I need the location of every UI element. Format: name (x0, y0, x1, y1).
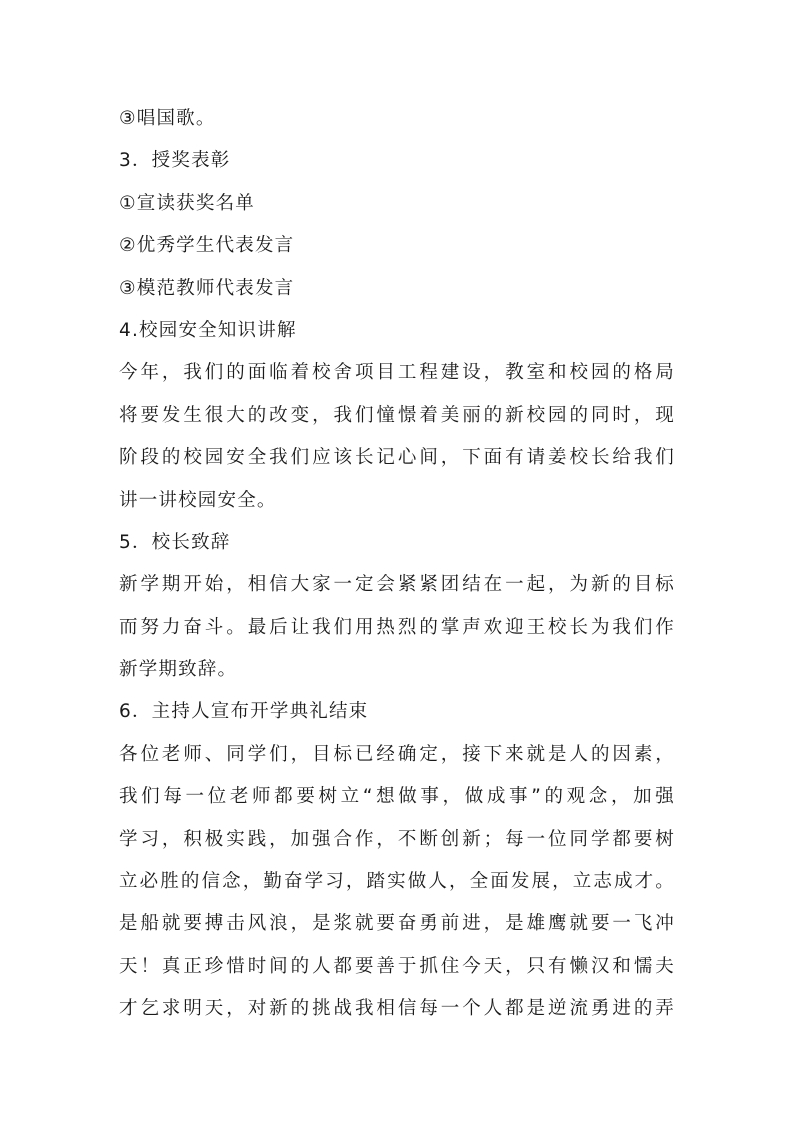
paragraph-line: 新学期致辞。 (119, 659, 238, 681)
paragraph-line: 而努力奋斗。最后让我们用热烈的掌声欢迎王校长为我们作 (119, 616, 674, 638)
paragraph-line: 今年，我们的面临着校舍项目工程建设，教室和校园的格局 (119, 362, 674, 384)
list-item: ①宣读获奖名单 (119, 192, 255, 214)
list-item: ③模范教师代表发言 (119, 277, 295, 299)
document-page (119, 98, 674, 1031)
paragraph-line: 才乞求明天，对新的挑战我相信每一个人都是逆流勇进的弄 (119, 998, 674, 1020)
list-item: ②优秀学生代表发言 (119, 235, 295, 257)
section-heading: 5．校长致辞 (119, 531, 231, 553)
paragraph-line: 将要发生很大的改变，我们憧憬着美丽的新校园的同时，现 (119, 404, 674, 426)
paragraph-line: 阶段的校园安全我们应该长记心间，下面有请姜校长给我们 (119, 447, 674, 469)
paragraph-line: 立必胜的信念，勤奋学习，踏实做人，全面发展，立志成才。 (119, 871, 674, 893)
paragraph-line: 是船就要搏击风浪，是浆就要奋勇前进，是雄鹰就要一飞冲 (119, 913, 674, 935)
list-item: ③唱国歌。 (119, 108, 216, 129)
paragraph-line: 各位老师、同学们，目标已经确定，接下来就是人的因素， (119, 743, 674, 765)
section-heading: 6．主持人宣布开学典礼结束 (119, 701, 369, 723)
section-heading: 4.校园安全知识讲解 (119, 319, 297, 341)
section-heading: 3．授奖表彰 (119, 150, 231, 172)
paragraph-line: 我们每一位老师都要树立“想做事，做成事”的观念，加强 (119, 786, 674, 808)
paragraph-line: 新学期开始，相信大家一定会紧紧团结在一起，为新的目标 (119, 574, 674, 596)
paragraph-line: 学习，积极实践，加强合作，不断创新；每一位同学都要树 (119, 828, 674, 850)
paragraph-line: 讲一讲校园安全。 (119, 489, 277, 511)
paragraph-line: 天！真正珍惜时间的人都要善于抓住今天，只有懒汉和懦夫 (119, 955, 674, 977)
